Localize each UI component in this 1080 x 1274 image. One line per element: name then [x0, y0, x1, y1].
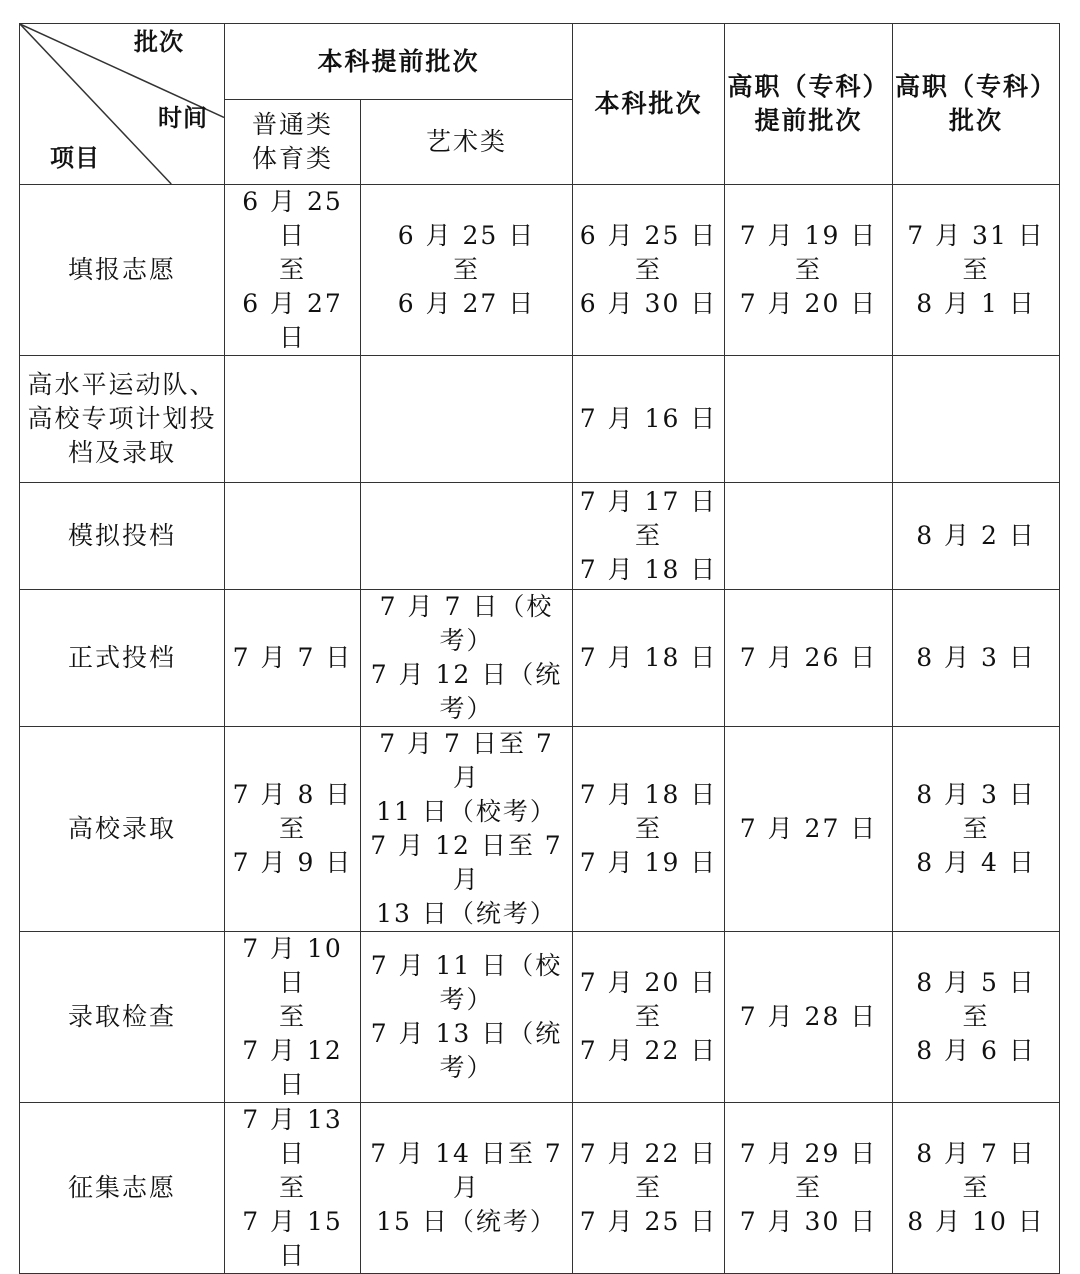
cell-art: 7 月 7 日（校考） 7 月 12 日（统考）	[361, 590, 573, 727]
table-row	[20, 483, 1060, 590]
header-vocational-batch: 高职（专科） 批次	[893, 24, 1060, 185]
table-row	[20, 590, 1060, 727]
cell-vocational-early: 7 月 27 日	[725, 727, 893, 932]
header-time-label: 时间	[158, 103, 208, 132]
cell-undergrad: 7 月 22 日 至 7 月 25 日	[573, 1103, 725, 1274]
cell-vocational-early: 7 月 26 日	[725, 590, 893, 727]
cell-art: 7 月 11 日（校考） 7 月 13 日（统考）	[361, 932, 573, 1103]
diagonal-header-cell	[20, 24, 225, 185]
table-row	[20, 185, 1060, 356]
cell-vocational: 8 月 3 日 至 8 月 4 日	[893, 727, 1060, 932]
table-row	[20, 1103, 1060, 1274]
cell-undergrad: 7 月 17 日 至 7 月 18 日	[573, 483, 725, 590]
header-regular-sports: 普通类 体育类	[225, 100, 361, 185]
row-item: 正式投档	[20, 590, 225, 727]
cell-vocational-early	[725, 483, 893, 590]
cell-vocational: 8 月 7 日 至 8 月 10 日	[893, 1103, 1060, 1274]
table-row	[20, 356, 1060, 483]
cell-vocational: 8 月 2 日	[893, 483, 1060, 590]
cell-vocational: 8 月 5 日 至 8 月 6 日	[893, 932, 1060, 1103]
header-batch-label: 批次	[134, 27, 184, 56]
cell-art	[361, 356, 573, 483]
row-item: 录取检查	[20, 932, 225, 1103]
row-item: 高水平运动队、 高校专项计划投 档及录取	[20, 356, 225, 483]
cell-undergrad: 7 月 18 日	[573, 590, 725, 727]
cell-undergrad: 7 月 16 日	[573, 356, 725, 483]
cell-undergrad: 7 月 18 日 至 7 月 19 日	[573, 727, 725, 932]
row-item: 高校录取	[20, 727, 225, 932]
cell-regular-sports	[225, 356, 361, 483]
cell-regular-sports: 7 月 8 日 至 7 月 9 日	[225, 727, 361, 932]
cell-vocational	[893, 356, 1060, 483]
row-item: 模拟投档	[20, 483, 225, 590]
header-item-label: 项目	[50, 143, 100, 172]
cell-undergrad: 7 月 20 日 至 7 月 22 日	[573, 932, 725, 1103]
cell-vocational: 7 月 31 日 至 8 月 1 日	[893, 185, 1060, 356]
cell-art	[361, 483, 573, 590]
cell-art: 7 月 14 日至 7 月 15 日（统考）	[361, 1103, 573, 1274]
admission-schedule-table	[19, 23, 1060, 1274]
cell-regular-sports: 6 月 25 日 至 6 月 27 日	[225, 185, 361, 356]
header-art: 艺术类	[361, 100, 573, 185]
header-undergrad-early-batch: 本科提前批次	[225, 24, 573, 100]
cell-regular-sports: 7 月 13 日 至 7 月 15 日	[225, 1103, 361, 1274]
cell-vocational-early	[725, 356, 893, 483]
cell-regular-sports: 7 月 10 日 至 7 月 12 日	[225, 932, 361, 1103]
cell-vocational-early: 7 月 28 日	[725, 932, 893, 1103]
row-item: 征集志愿	[20, 1103, 225, 1274]
cell-art: 7 月 7 日至 7 月 11 日（校考） 7 月 12 日至 7 月 13 日（统考）	[361, 727, 573, 932]
cell-regular-sports	[225, 483, 361, 590]
cell-regular-sports: 7 月 7 日	[225, 590, 361, 727]
header-undergrad-batch: 本科批次	[573, 24, 725, 185]
cell-art: 6 月 25 日 至 6 月 27 日	[361, 185, 573, 356]
cell-vocational-early: 7 月 29 日 至 7 月 30 日	[725, 1103, 893, 1274]
cell-undergrad: 6 月 25 日 至 6 月 30 日	[573, 185, 725, 356]
cell-vocational: 8 月 3 日	[893, 590, 1060, 727]
header-vocational-early-batch: 高职（专科） 提前批次	[725, 24, 893, 185]
table-row	[20, 727, 1060, 932]
row-item: 填报志愿	[20, 185, 225, 356]
table-row	[20, 932, 1060, 1103]
cell-vocational-early: 7 月 19 日 至 7 月 20 日	[725, 185, 893, 356]
